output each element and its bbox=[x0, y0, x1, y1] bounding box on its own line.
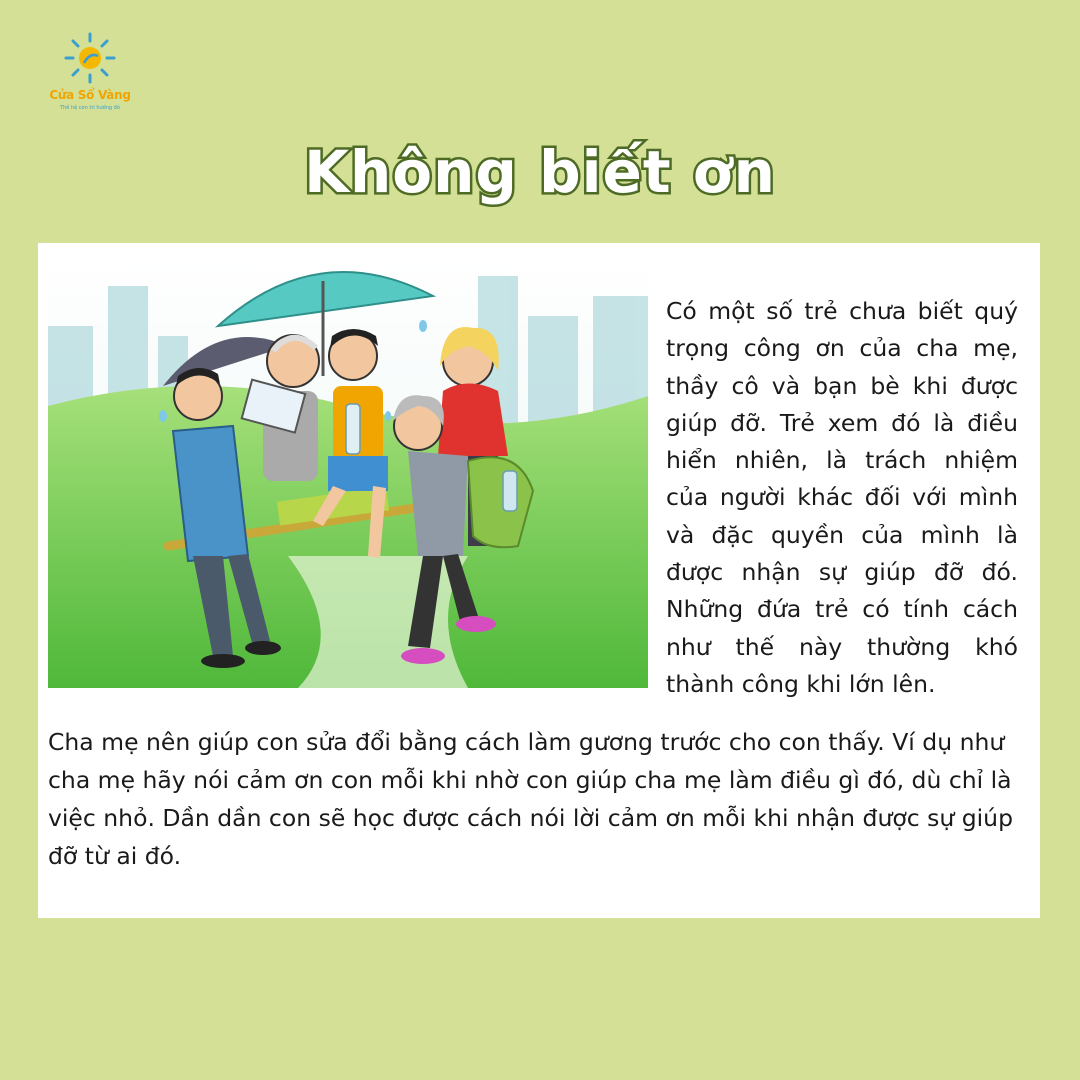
page-title: Không biết ơn bbox=[304, 138, 776, 206]
family-carrying-child-illustration bbox=[48, 256, 648, 688]
logo-tagline: Thế hệ con tri hướng đó bbox=[60, 105, 120, 111]
intro-paragraph: Có một số trẻ chưa biết quý trọng công ơn của cha mẹ, thầy cô và bạn bè khi được giúp đỡ. Trẻ xem đó là điều hiển nhiên, là trách nhiệm của người khác đối với mình và đặc quyền của mình là được nhận sự giúp đỡ đó. Những đứa trẻ có tính cách như thế này thường khó thành công khi lớn lên. bbox=[666, 297, 1018, 698]
logo-name: Cửa Sổ Vàng bbox=[49, 88, 131, 102]
advice-paragraph: Cha mẹ nên giúp con sửa đổi bằng cách làm gương trước cho con thấy. Ví dụ như cha mẹ hãy nói cảm ơn con mỗi khi nhờ con giúp cha mẹ làm điều gì đó, dù chỉ là việc nhỏ. Dần dần con sẽ học được cách nói lời cảm ơn mỗi khi nhận được sự giúp đỡ từ ai đó. bbox=[48, 728, 1013, 870]
sun-icon bbox=[62, 30, 118, 86]
content-card bbox=[38, 243, 1040, 918]
logo bbox=[40, 30, 140, 120]
